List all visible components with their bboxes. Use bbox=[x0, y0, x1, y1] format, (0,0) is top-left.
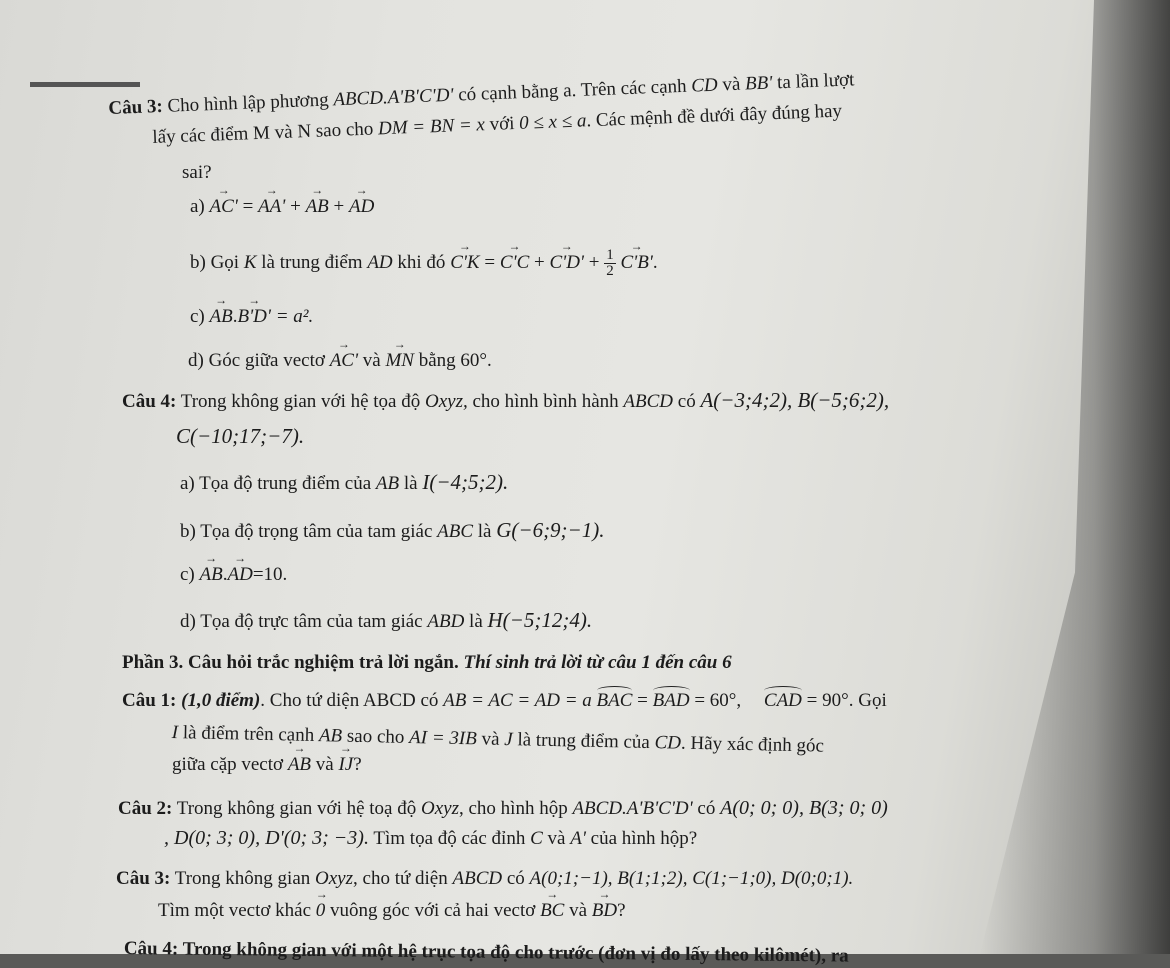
point-j: J bbox=[504, 728, 513, 751]
q3-item-c bbox=[190, 306, 313, 329]
vertex-a-prime: A' bbox=[570, 828, 586, 849]
q4-coords: A(−3;4;2), B(−5;6;2), bbox=[700, 388, 890, 412]
s1-eq: = 90° bbox=[806, 690, 849, 711]
vector: AC' → bbox=[330, 350, 358, 373]
vector: C'B' → bbox=[620, 252, 652, 275]
item-text: là bbox=[477, 521, 492, 542]
q3-text: lấy các điểm M và N sao cho bbox=[152, 118, 374, 148]
item-text: b) Tọa độ trọng tâm của tam giác bbox=[180, 521, 433, 542]
vector: BD → bbox=[592, 900, 617, 923]
item-text: d) Góc giữa vectơ bbox=[188, 350, 325, 371]
q3-heading: Câu 3: bbox=[108, 95, 164, 119]
s1-text: là điểm trên cạnh bbox=[182, 722, 315, 746]
item-label: a) bbox=[190, 196, 205, 217]
s1-text: . Gọi bbox=[848, 690, 887, 711]
angle-cad: CAD bbox=[763, 690, 802, 711]
q4-line1 bbox=[122, 388, 889, 414]
vector: AB → bbox=[200, 564, 223, 587]
operator: = bbox=[484, 251, 496, 273]
s2-box: ABCD.A'B'C'D' bbox=[572, 798, 693, 819]
s2-coords: , D(0; 3; 0), D'(0; 3; −3). bbox=[164, 827, 369, 849]
q3-and: và bbox=[722, 73, 741, 96]
operator: . bbox=[232, 306, 238, 327]
item-text: là trung điểm bbox=[261, 251, 363, 273]
vector: IJ → bbox=[338, 754, 353, 777]
vector: C'D' → bbox=[549, 252, 584, 275]
segment-ab: AB bbox=[375, 473, 400, 494]
item-text: và bbox=[362, 350, 381, 371]
s3-abcd: ABCD bbox=[452, 868, 503, 889]
s2-text: , cho hình hộp bbox=[458, 798, 568, 819]
fraction-den: 2 bbox=[606, 263, 614, 279]
s3-text: ? bbox=[617, 900, 626, 921]
point-k: K bbox=[243, 251, 257, 273]
vertex-c: C bbox=[530, 828, 543, 849]
q4-line2 bbox=[176, 424, 304, 450]
q3-line3 bbox=[182, 162, 212, 185]
s2-heading: Câu 2: bbox=[118, 798, 173, 819]
vector: AB → bbox=[210, 306, 233, 329]
s3-heading: Câu 3: bbox=[116, 868, 171, 889]
s3-text: , cho tứ diện bbox=[353, 868, 448, 889]
s1-text: và bbox=[481, 728, 500, 750]
point-i: I bbox=[171, 722, 179, 744]
vector: B'D' → bbox=[237, 306, 270, 329]
s1-eq: AI = 3IB bbox=[408, 726, 478, 750]
item-text: bằng bbox=[418, 350, 456, 371]
part3-heading bbox=[122, 652, 732, 675]
part3-title: Phần 3. Câu hỏi trắc nghiệm trả lời ngắn. bbox=[122, 652, 459, 673]
segment-cd: CD bbox=[654, 732, 682, 754]
punctuation: . bbox=[652, 251, 658, 273]
operator: = bbox=[242, 196, 254, 217]
s1-text: . Hãy xác định góc bbox=[680, 732, 825, 757]
q4-item-c bbox=[180, 564, 287, 587]
s3-text: vuông góc với cả hai vectơ bbox=[330, 900, 536, 921]
s1-line1 bbox=[122, 690, 887, 713]
item-value: 60°. bbox=[460, 350, 492, 371]
s2-text: Trong không gian với hệ toạ độ bbox=[176, 798, 417, 819]
s1-text: và bbox=[315, 754, 334, 775]
s3-text: Trong không gian bbox=[174, 868, 311, 889]
item-value: I(−4;5;2). bbox=[422, 470, 509, 494]
s1-line3 bbox=[172, 754, 362, 777]
s2-coords: A(0; 0; 0), B(3; 0; 0) bbox=[720, 797, 888, 819]
s3-text: có bbox=[506, 868, 525, 889]
s1-score: (1,0 điểm) bbox=[181, 690, 261, 711]
fraction-half bbox=[604, 248, 616, 279]
part3-subtitle: Thí sinh trả lời từ câu 1 đến câu 6 bbox=[463, 652, 732, 673]
q4-heading: Câu 4: bbox=[122, 391, 177, 412]
s2-text: có bbox=[697, 798, 716, 819]
item-value: G(−6;9;−1). bbox=[496, 518, 605, 542]
q4-text: có bbox=[677, 391, 696, 412]
item-text: là bbox=[403, 473, 418, 494]
vector: MN → bbox=[385, 350, 414, 373]
q3-range: 0 ≤ x ≤ a bbox=[518, 110, 587, 134]
vector: AD → bbox=[227, 564, 252, 587]
q3-item-d bbox=[188, 350, 492, 373]
s1-text: ? bbox=[353, 754, 362, 775]
q4-text: Trong không gian với hệ tọa độ bbox=[180, 391, 421, 412]
q4-abcd: ABCD bbox=[623, 391, 674, 412]
s3-text: Tìm một vectơ khác bbox=[158, 900, 312, 921]
q4-item-b bbox=[180, 518, 604, 544]
s2-text: Tìm tọa độ các đỉnh bbox=[373, 828, 526, 849]
q4-item-a bbox=[180, 470, 508, 496]
q4-item-d bbox=[180, 608, 592, 634]
s3-line2 bbox=[158, 900, 626, 923]
vector: BC → bbox=[540, 900, 564, 923]
s4-text: Câu 4: Trong không gian với một hệ trục tọa độ cho trước (đơn vị đo lấy theo kilômét), ra bbox=[123, 938, 849, 967]
q3-text: Cho hình lập phương bbox=[167, 89, 330, 117]
s3-coords: A(0;1;−1), B(1;1;2), C(1;−1;0), D(0;0;1). bbox=[529, 868, 854, 889]
operator: + bbox=[333, 196, 345, 217]
q4-c-coord: C(−10;17;−7). bbox=[176, 424, 305, 448]
vector: AB → bbox=[306, 196, 329, 219]
header-rule bbox=[30, 82, 140, 87]
s2-text: và bbox=[547, 828, 566, 849]
item-value: =10. bbox=[252, 564, 288, 585]
triangle-abc: ABC bbox=[437, 521, 474, 542]
fraction-num: 1 bbox=[606, 247, 614, 263]
s1-text: . Cho tứ diện ABCD có bbox=[260, 690, 439, 711]
q3-condition: DM = BN = x bbox=[377, 114, 486, 140]
item-label: c) bbox=[190, 306, 205, 327]
q3-text: ta lần lượt bbox=[776, 69, 855, 94]
vector: AC' → bbox=[210, 196, 238, 219]
operator: = bbox=[637, 690, 648, 711]
operator: + bbox=[290, 196, 301, 217]
q3-text: . Các mệnh đề dưới đây đúng hay bbox=[586, 100, 843, 132]
segment-ad: AD bbox=[367, 251, 393, 273]
vector: AA' → bbox=[258, 196, 285, 219]
angle-bac: BAC bbox=[596, 690, 633, 711]
item-text: d) Tọa độ trực tâm của tam giác bbox=[180, 611, 423, 632]
s3-text: và bbox=[569, 900, 588, 921]
item-text: = a². bbox=[275, 306, 314, 327]
s2-line1 bbox=[118, 796, 888, 821]
q3-bb: BB' bbox=[744, 72, 773, 95]
vector: AB → bbox=[288, 754, 311, 777]
q3-item-a bbox=[190, 196, 374, 219]
s1-text: giữa cặp vectơ bbox=[172, 754, 284, 775]
item-text: khi đó bbox=[397, 251, 446, 273]
q3-text: sai? bbox=[182, 162, 212, 183]
item-value: H(−5;12;4). bbox=[487, 608, 593, 632]
item-label: c) bbox=[180, 564, 195, 585]
q3-text: có cạnh bằng a. Trên các cạnh bbox=[457, 75, 687, 106]
angle-bad: BAD bbox=[652, 690, 690, 711]
s2-text: của hình hộp? bbox=[590, 828, 698, 849]
s2-line2 bbox=[164, 826, 697, 851]
item-text: là bbox=[469, 611, 483, 632]
q3-cd: CD bbox=[690, 74, 719, 97]
q3-cube: ABCD.A'B'C'D' bbox=[332, 84, 454, 111]
s2-oxyz: Oxyz bbox=[421, 798, 459, 819]
s3-oxyz: Oxyz bbox=[315, 868, 354, 889]
triangle-abd: ABD bbox=[427, 611, 465, 632]
q4-oxyz: Oxyz, bbox=[425, 391, 468, 412]
s1-text: sao cho bbox=[346, 725, 405, 748]
s1-text: là trung điểm của bbox=[517, 729, 651, 754]
s3-line1 bbox=[116, 868, 853, 891]
s1-eq: AB = AC = AD = a bbox=[443, 690, 592, 711]
zero-vector: 0 → bbox=[316, 900, 326, 923]
s1-heading: Câu 1: bbox=[122, 690, 177, 711]
q3-item-b bbox=[190, 248, 658, 279]
vector: AD → bbox=[349, 196, 374, 219]
vector: C'C → bbox=[500, 252, 529, 275]
q3-with: với bbox=[489, 113, 515, 136]
item-text: a) Tọa độ trung điểm của bbox=[180, 473, 372, 494]
vector: C'K → bbox=[450, 252, 479, 275]
operator: + bbox=[534, 251, 545, 273]
q4-text: cho hình bình hành bbox=[472, 391, 619, 412]
segment-ab: AB bbox=[318, 725, 343, 747]
item-text: b) Gọi bbox=[190, 251, 240, 273]
operator: . bbox=[222, 564, 228, 585]
operator: + bbox=[588, 251, 600, 273]
s1-eq: = 60°, bbox=[694, 690, 742, 711]
